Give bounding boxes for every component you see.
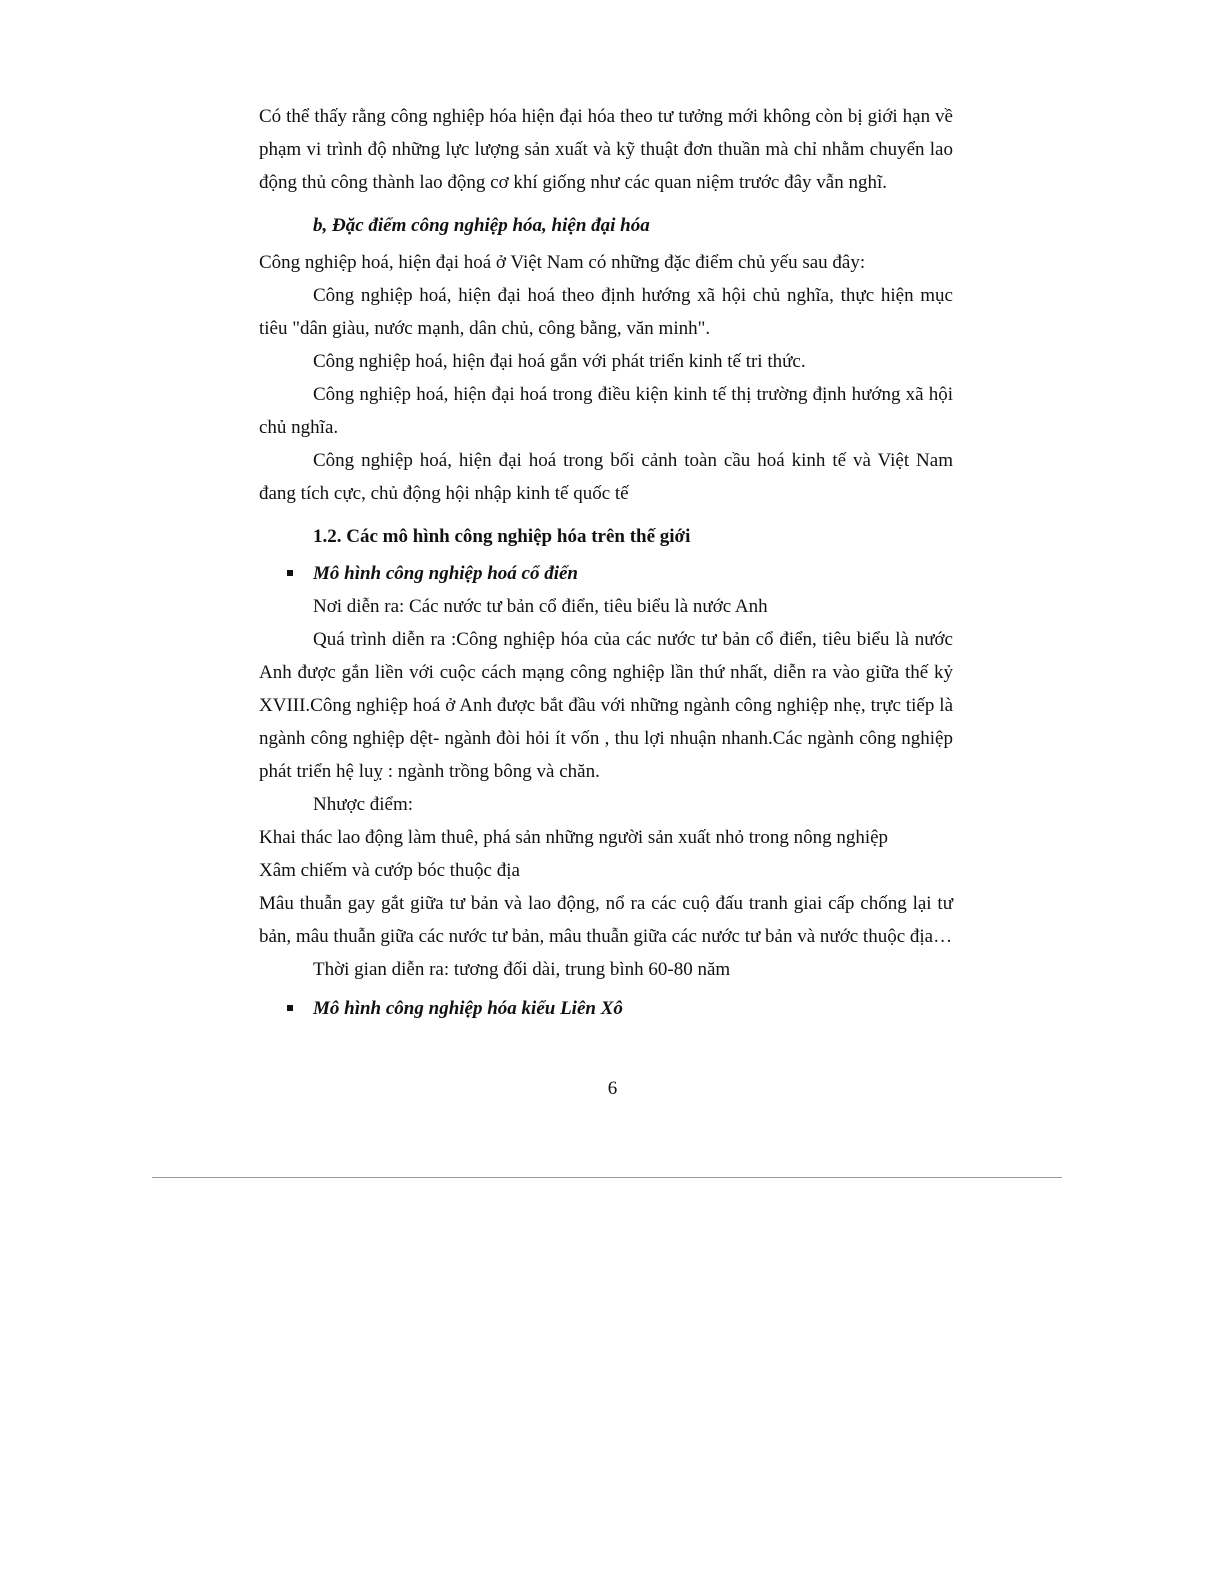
paragraph-features-intro: Công nghiệp hoá, hiện đại hoá ở Việt Nam có những đặc điểm chủ yếu sau đây: <box>259 252 866 273</box>
square-bullet-icon <box>287 570 293 576</box>
document-page <box>259 100 953 1025</box>
paragraph-disadvantage-3: Mâu thuẫn gay gắt giữa tư bản và lao động, nổ ra các cuộ đấu tranh giai cấp chống lại tư bản, mâu thuẫn giữa các nước tư bản, mâu thuẫn giữa các nước tư bản và nước thuộc địa… <box>259 893 953 947</box>
paragraph-feature-1: Công nghiệp hoá, hiện đại hoá theo định hướng xã hội chủ nghĩa, thực hiện mục tiêu "dân giàu, nước mạnh, dân chủ, công bằng, văn minh". <box>259 285 953 339</box>
bullet-classic-model <box>259 557 953 590</box>
bullet-soviet-model-label: Mô hình công nghiệp hóa kiểu Liên Xô <box>313 998 623 1019</box>
paragraph-location: Nơi diễn ra: Các nước tư bản cổ điển, tiêu biểu là nước Anh <box>313 596 768 617</box>
section-heading-b: b, Đặc điểm công nghiệp hóa, hiện đại hóa <box>313 215 650 236</box>
page-number: 6 <box>607 1078 618 1099</box>
paragraph-disadvantage-1: Khai thác lao động làm thuê, phá sản những người sản xuất nhỏ trong nông nghiệp <box>259 827 889 848</box>
paragraph-disadvantage-2: Xâm chiếm và cướp bóc thuộc địa <box>259 860 520 881</box>
paragraph-disadvantages-label: Nhược điểm: <box>313 794 414 815</box>
bullet-soviet-model <box>259 992 953 1025</box>
paragraph-duration: Thời gian diễn ra: tương đối dài, trung bình 60-80 năm <box>313 959 731 980</box>
section-heading-1-2: 1.2. Các mô hình công nghiệp hóa trên thế giới <box>313 526 691 547</box>
paragraph-feature-3: Công nghiệp hoá, hiện đại hoá trong điều kiện kinh tế thị trường định hướng xã hội chủ nghĩa. <box>259 384 953 438</box>
square-bullet-icon <box>287 1005 293 1011</box>
paragraph-feature-4: Công nghiệp hoá, hiện đại hoá trong bối cảnh toàn cầu hoá kinh tế và Việt Nam đang tích cực, chủ động hội nhập kinh tế quốc tế <box>259 450 953 504</box>
paragraph-process: Quá trình diễn ra :Công nghiệp hóa của các nước tư bản cổ điển, tiêu biểu là nước Anh được gắn liền với cuộc cách mạng công nghiệp lần thứ nhất, diễn ra vào giữa thế kỷ XVIII.Công nghiệp hoá ở Anh được bắt đầu với những ngành công nghiệp nhẹ, trực tiếp là ngành công nghiệp dệt- ngành đòi hỏi ít vốn , thu lợi nhuận nhanh.Các ngành công nghiệp phát triển hệ luỵ : ngành trồng bông và chăn. <box>259 629 953 782</box>
page-divider-line <box>152 1177 1062 1178</box>
paragraph-feature-2: Công nghiệp hoá, hiện đại hoá gắn với phát triển kinh tế tri thức. <box>313 351 806 372</box>
bullet-classic-model-label: Mô hình công nghiệp hoá cổ điển <box>313 563 578 584</box>
paragraph-intro: Có thể thấy rằng công nghiệp hóa hiện đại hóa theo tư tưởng mới không còn bị giới hạn về phạm vi trình độ những lực lượng sản xuất và kỹ thuật đơn thuần mà chỉ nhằm chuyển lao động thủ công thành lao động cơ khí giống như các quan niệm trước đây vẫn nghĩ. <box>259 106 953 193</box>
